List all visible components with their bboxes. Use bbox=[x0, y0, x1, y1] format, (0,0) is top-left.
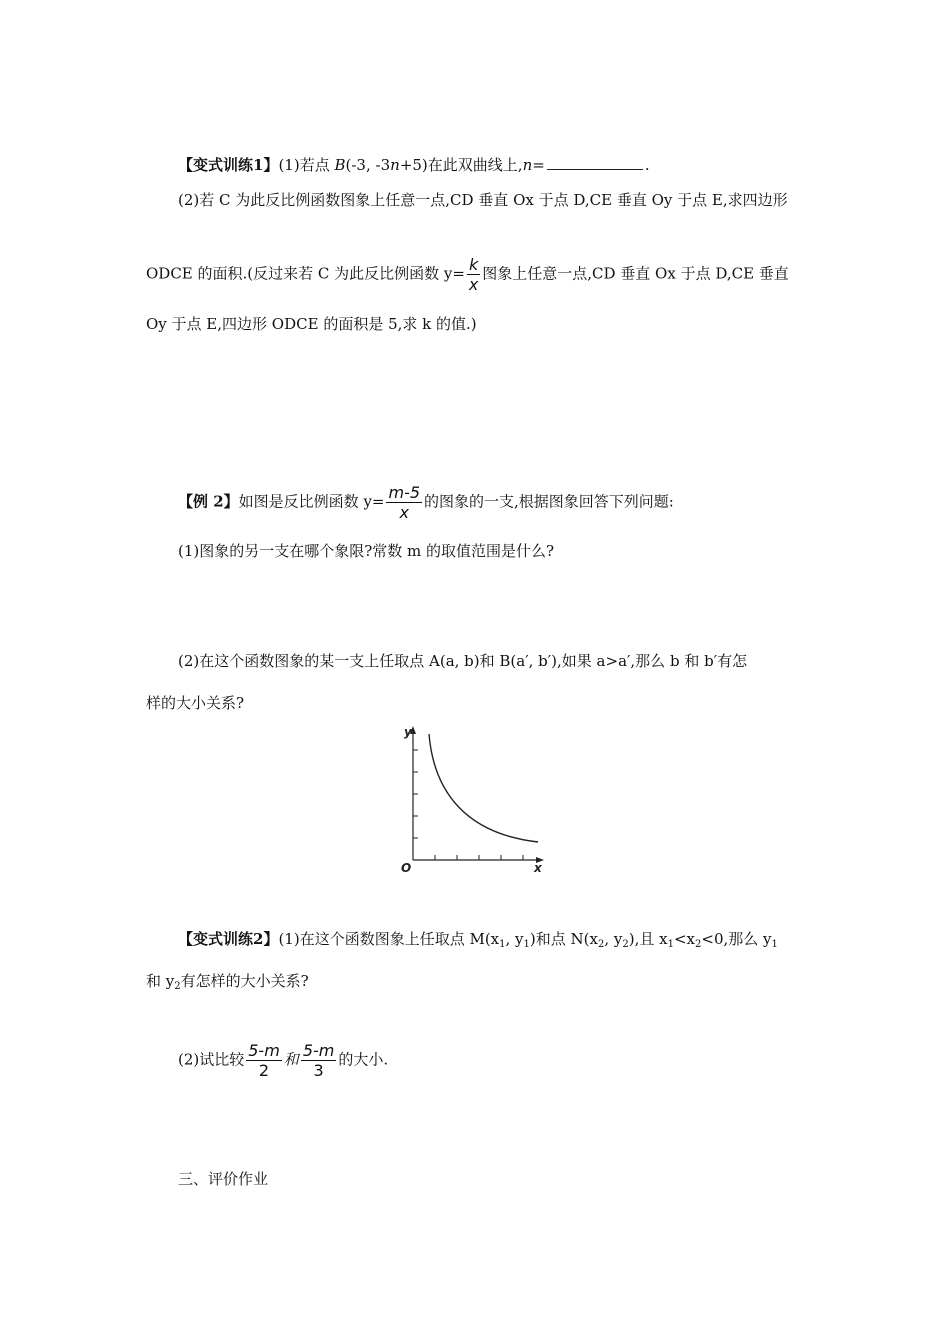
example2-q2-line2: 样的大小关系? bbox=[146, 694, 245, 712]
x-axis-label: x bbox=[534, 861, 542, 874]
example2-header: 【例 2】 bbox=[178, 492, 239, 511]
variant1-q2-line2: ODCE 的面积.(反过来若 C 为此反比例函数 y= $\frac{k}{x}$ 图象上任意一点,CD 垂直 Ox 于点 D,CE 垂直 bbox=[146, 255, 789, 294]
variant2-q1-line1: 【变式训练2】(1)在这个函数图象上任取点 $M(x_1$, $y_1$)和点 $N(x_2$, $y_2$),且 $x_1<x_2<0$,那么 $y_1$ bbox=[178, 930, 778, 950]
fraction-5m-over-2: $\frac{5-m}{2}$ bbox=[248, 1041, 280, 1080]
example2-q1: (1)图象的另一支在哪个象限?常数 m 的取值范围是什么? bbox=[178, 542, 555, 560]
variant1-q2-line3: Oy 于点 E,四边形 ODCE 的面积是 5,求 k 的值.) bbox=[146, 315, 477, 333]
variant2-q2: (2)试比较 $\frac{5-m}{2}$ 和 $\frac{5-m}{3}$ 的大小. bbox=[178, 1041, 389, 1080]
fraction-k-over-x: $\frac{k}{x}$ bbox=[468, 255, 479, 294]
section3-title: 三、评价作业 bbox=[178, 1170, 269, 1188]
origin-label: O bbox=[401, 861, 412, 874]
fraction-m5-over-x: $\frac{m-5}{x}$ bbox=[388, 483, 421, 522]
answer-blank[interactable] bbox=[547, 153, 643, 170]
x-ticks bbox=[435, 855, 523, 860]
hyperbola-curve bbox=[429, 734, 538, 842]
y-ticks bbox=[413, 750, 418, 838]
example2-q2-line1: (2)在这个函数图象的某一支上任取点 A(a, b)和 B(a′, b′),如果 a>a′,那么 b 和 b′有怎 bbox=[178, 652, 748, 670]
variant1-q2-line1: (2)若 C 为此反比例函数图象上任意一点,CD 垂直 Ox 于点 D,CE 垂直 Oy 于点 E,求四边形 bbox=[178, 191, 788, 209]
example2-intro: 【例 2】如图是反比例函数 y= $\frac{m-5}{x}$ 的图象的一支,根据图象回答下列问题: bbox=[178, 483, 674, 522]
fraction-5m-over-3: $\frac{5-m}{3}$ bbox=[302, 1041, 335, 1080]
variant1-header: 【变式训练1】 bbox=[178, 156, 279, 174]
hyperbola-graph bbox=[398, 724, 550, 874]
variant1-q1: 【变式训练1】(1)若点 B(-3, -3n+5)在此双曲线上,n= . bbox=[178, 153, 650, 176]
variant2-q1-line2: 和 $y_2$有怎样的大小关系? bbox=[146, 972, 309, 992]
variant2-header: 【变式训练2】 bbox=[178, 930, 279, 948]
y-axis-label: y bbox=[404, 725, 412, 739]
